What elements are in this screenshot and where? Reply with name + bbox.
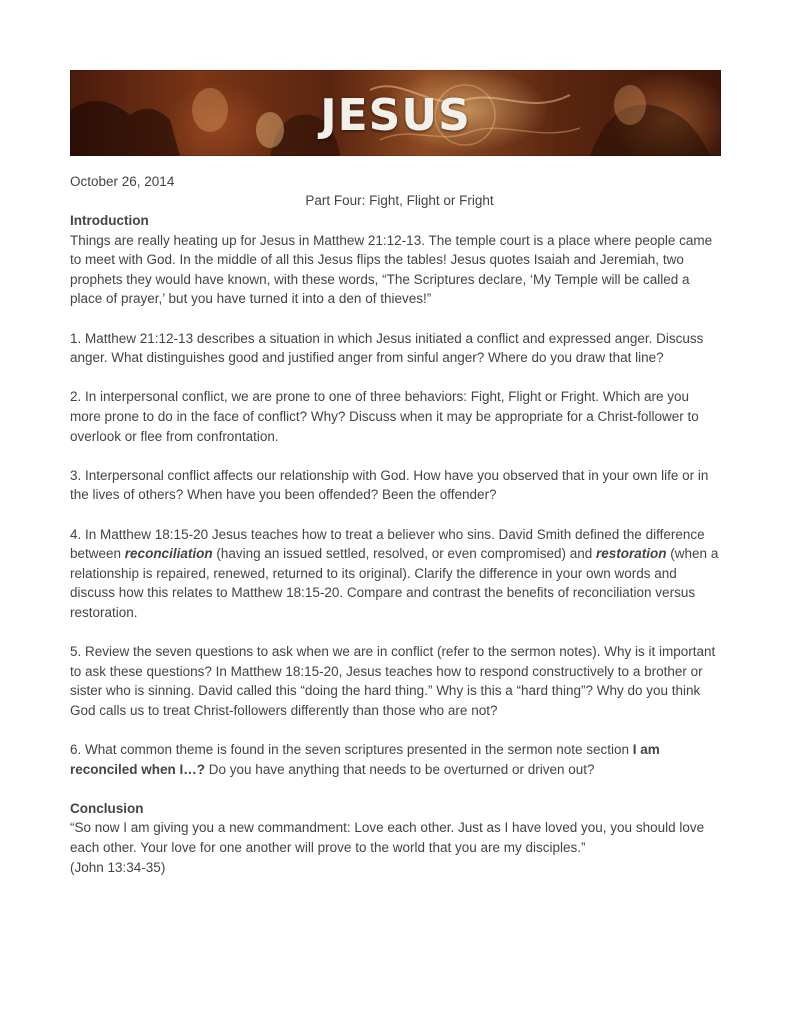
date: October 26, 2014: [70, 174, 175, 189]
conclusion-heading: Conclusion: [70, 800, 144, 816]
question-2: 2. In interpersonal conflict, we are prone to one of three behaviors: Fight, Flight or Fright. Which are you more prone to do in the face of conflict? Why? Discuss when it may be appropriate for a Christ-follower to overlook or flee from confrontation.: [70, 389, 699, 444]
question-6: [70, 740, 722, 779]
question-6-text-1: 6. What common theme is found in the seven scriptures presented in the sermon note section: [70, 742, 633, 758]
question-4-text-3: (when a relationship is repaired, renewed, returned to its original). Clarify the difference in your own words and discuss how this relates to Matthew 18:15-20. Compare and contrast the benefits of reconciliation versus restoration.: [70, 546, 719, 620]
term-reconciliation: reconciliation: [124, 546, 213, 562]
banner-title: JESUS: [320, 90, 471, 141]
question-3: 3. Interpersonal conflict affects our relationship with God. How have you observed that in your own life or in the lives of others? When have you been offended? Been the offender?: [70, 467, 709, 503]
question-1: 1. Matthew 21:12-13 describes a situation in which Jesus initiated a conflict and expressed anger. Discuss anger. What distinguishes good and justified anger from sinful anger? Where do you draw that line?: [70, 330, 704, 366]
document-body: [70, 211, 722, 877]
introduction-text: Things are really heating up for Jesus in Matthew 21:12-13. The temple court is a place where people came to meet with God. In the middle of all this Jesus flips the tables! Jesus quotes Isaiah and Jeremiah, two prophets they would have known, with these words, “The Scriptures declare, ‘My Temple will be called a place of prayer,’ but you have turned it into a den of thieves!”: [70, 232, 713, 307]
question-6-bold-phrase: I am reconciled when I…?: [70, 742, 660, 777]
question-4-text-2: (having an issued settled, resolved, or even compromised) and: [212, 546, 597, 562]
question-4-text-1: 4. In Matthew 18:15-20 Jesus teaches how to treat a believer who sins. David Smith defined the difference between: [70, 526, 705, 562]
header-banner: [70, 70, 721, 156]
introduction-heading: Introduction: [70, 213, 149, 228]
term-restoration: restoration: [596, 546, 667, 562]
question-4: [70, 525, 722, 623]
question-6-text-2: Do you have anything that needs to be overturned or driven out?: [205, 761, 595, 777]
question-5: 5. Review the seven questions to ask when we are in conflict (refer to the sermon notes). Why is it important to ask these questions? In Matthew 18:15-20, Jesus teaches how to respond constructively to a brother or sister who is sinning. David called this “doing the hard thing.” Why is this a “hard thing”? Why do you think God calls us to treat Christ-followers differently than those who are not?: [70, 644, 716, 718]
document-subtitle: Part Four: Fight, Flight or Fright: [305, 193, 494, 208]
conclusion-reference: (John 13:34-35): [70, 859, 166, 875]
conclusion-quote: “So now I am giving you a new commandment: Love each other. Just as I have loved you, you should love each other. Your love for one another will prove to the world that you are my disciples.”: [70, 820, 705, 855]
